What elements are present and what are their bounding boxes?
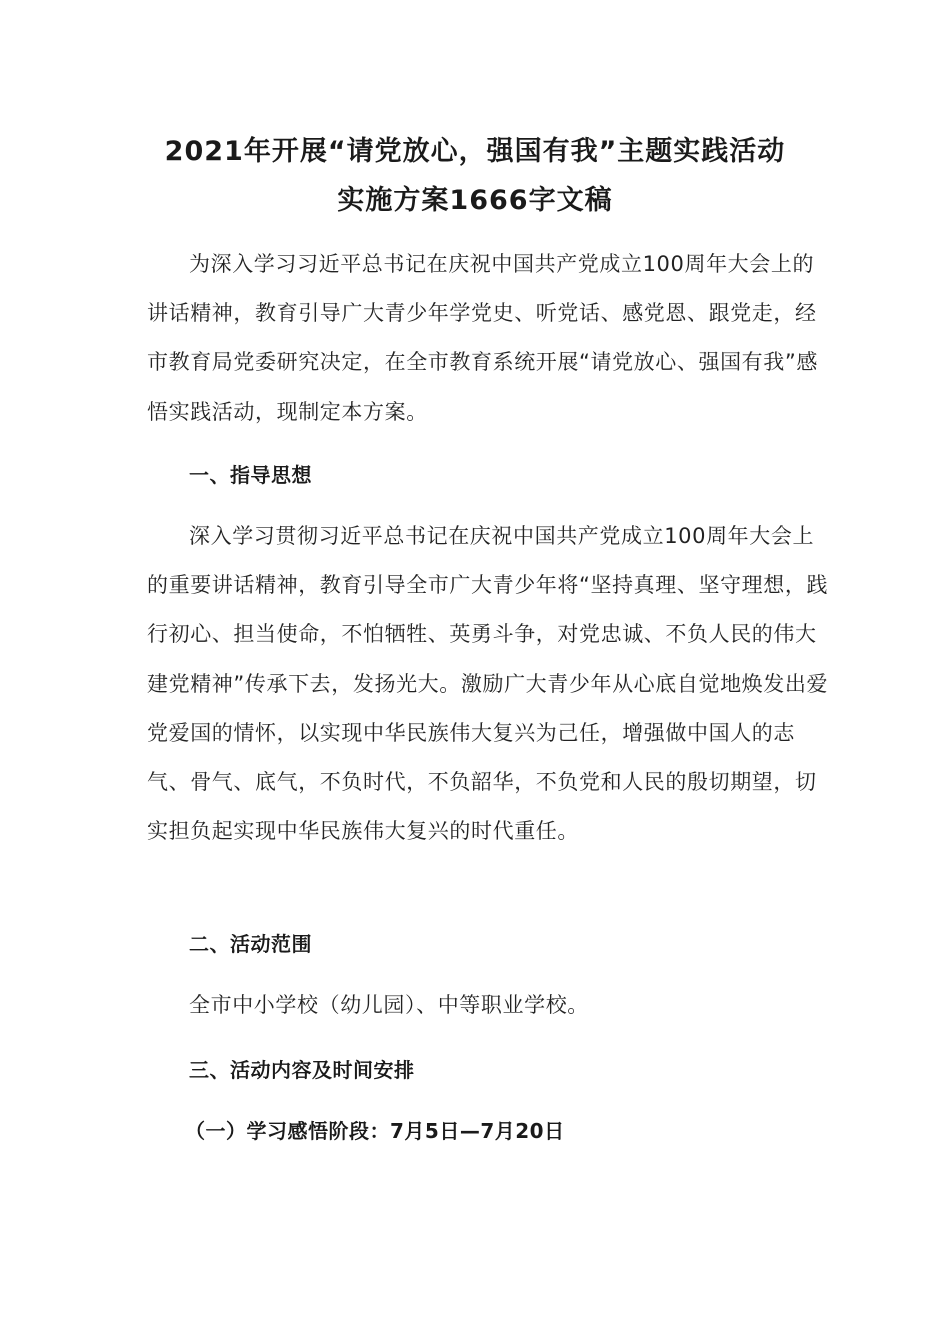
subsection-heading-study-phase: （一）学习感悟阶段：7月5日—7月20日: [185, 1119, 565, 1143]
section-body-activity-scope: 全市中小学校（幼儿园）、中等职业学校。: [189, 993, 589, 1017]
section-heading-guiding-ideology: 一、指导思想: [189, 463, 312, 487]
section-heading-activity-content: 三、活动内容及时间安排: [189, 1058, 415, 1082]
section-heading-activity-scope: 二、活动范围: [189, 932, 312, 956]
document-title-line1: 2021年开展“请党放心，强国有我”主题实践活动: [164, 136, 786, 167]
intro-paragraph: 为深入学习习近平总书记在庆祝中国共产党成立100周年大会上的讲话精神，教育引导广大青少年学党史、听党话、感党恩、跟党走，经市教育局党委研究决定，在全市教育系统开展“请党放心、强国有我”感悟实践活动，现制定本方案。: [147, 252, 818, 424]
document-title-line2: 实施方案1666字文稿: [337, 185, 613, 216]
section-body-guiding-ideology: 深入学习贯彻习近平总书记在庆祝中国共产党成立100周年大会上的重要讲话精神，教育引导全市广大青少年将“坚持真理、坚守理想，践行初心、担当使命，不怕牺牲、英勇斗争，对党忠诚、不负人民的伟大建党精神”传承下去，发扬光大。激励广大青少年从心底自觉地焕发出爱党爱国的情怀，以实现中华民族伟大复兴为己任，增强做中国人的志气、骨气、底气，不负时代，不负韶华，不负党和人民的殷切期望，切实担负起实现中华民族伟大复兴的时代重任。: [147, 524, 829, 844]
